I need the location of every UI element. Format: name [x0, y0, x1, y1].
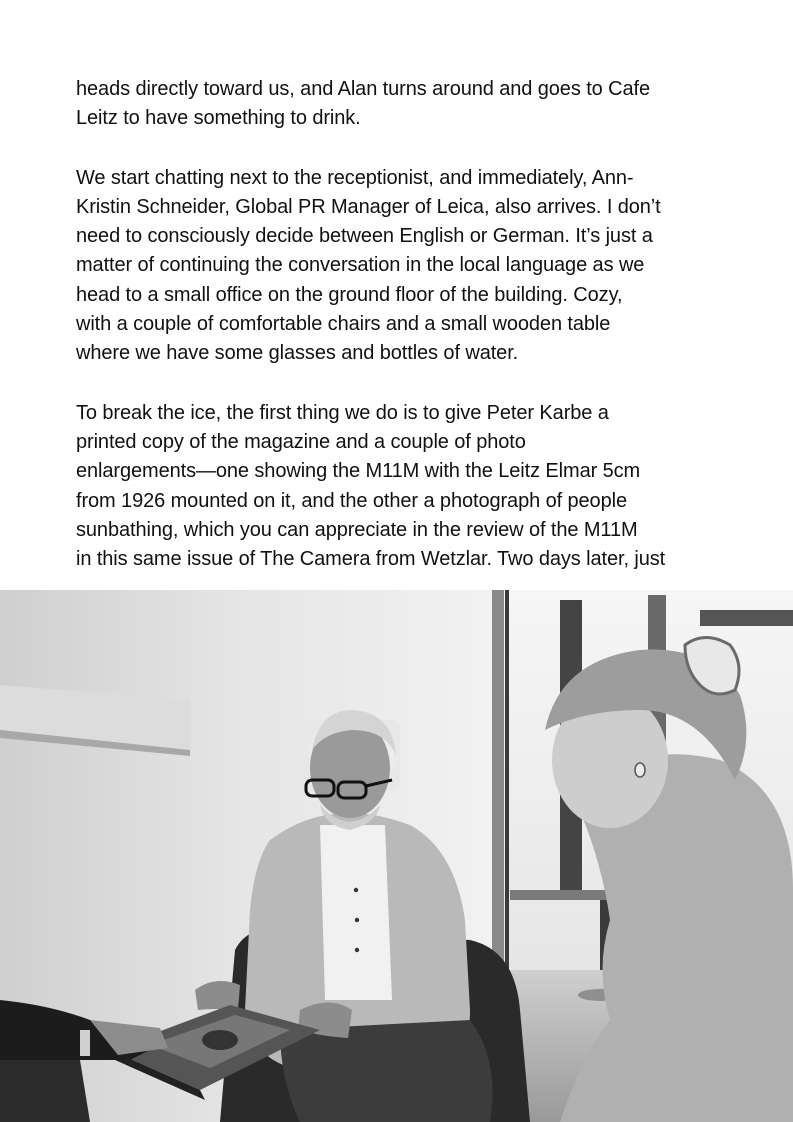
text-line: heads directly toward us, and Alan turns around and goes to Cafe: [76, 78, 650, 100]
text-line: matter of continuing the conversation in the local language as we: [76, 254, 645, 277]
article-photo: [0, 590, 793, 1122]
text-line: Kristin Schneider, Global PR Manager of Leica, also arrives. I don’t: [76, 195, 661, 218]
text-line: need to consciously decide between English or German. It’s just a: [76, 225, 653, 248]
text-line: from 1926 mounted on it, and the other a photograph of people: [76, 489, 627, 512]
text-line: in this same issue of The Camera from Wetzlar. Two days later, just: [76, 548, 666, 571]
text-line: where we have some glasses and bottles of water.: [76, 342, 519, 365]
man-shirt: [320, 825, 392, 1000]
photo-illustration: [0, 590, 793, 1122]
text-line: enlargements—one showing the M11M with the Leitz Elmar 5cm: [76, 460, 641, 483]
text-line: Leitz to have something to drink.: [76, 107, 361, 130]
text-line: To break the ice, the first thing we do is to give Peter Karbe a: [76, 401, 609, 424]
text-line: head to a small office on the ground floor of the building. Cozy,: [76, 283, 623, 306]
text-line: with a couple of comfortable chairs and a small wooden table: [76, 313, 611, 336]
paragraph-1: [76, 75, 726, 134]
text-line: We start chatting next to the receptionist, and immediately, Ann-: [76, 166, 634, 189]
article-body: [76, 75, 726, 604]
paragraph-2: [76, 164, 726, 369]
text-line: printed copy of the magazine and a couple of photo: [76, 430, 526, 453]
text-line: sunbathing, which you can appreciate in the review of the M11M: [76, 518, 638, 541]
man-trousers: [280, 1020, 493, 1122]
paragraph-3: [76, 399, 726, 575]
